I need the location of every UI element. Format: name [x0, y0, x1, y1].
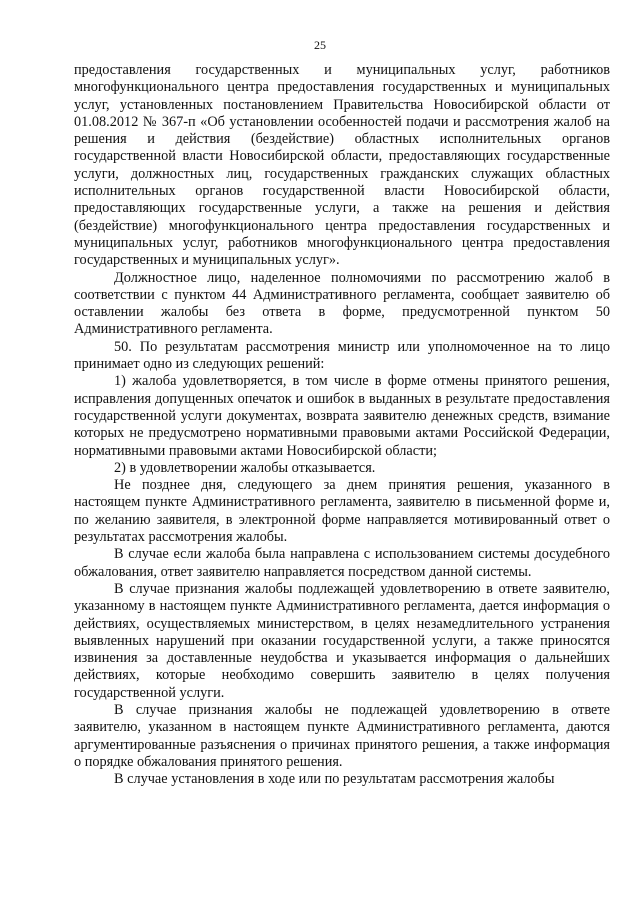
paragraph-official-notice: Должностное лицо, наделенное полномочиями по рассмотрению жалоб в соответствии с пунктом 44 Административного регламента, сообщает заявителю об оставлении жалобы без ответа в форме, предусмотренной пунктом 50 Административного регламента.: [74, 269, 610, 338]
paragraph-decision-2: 2) в удовлетворении жалобы отказывается.: [114, 459, 376, 476]
paragraph-complaint-rejected: В случае признания жалобы не подлежащей удовлетворению в ответе заявителю, указанном в настоящем пункте Административного регламента, даются аргументированные разъяснения о причинах принятого решения, а также информация о порядке обжалования принятого решения.: [74, 701, 610, 770]
paragraph-continuation: предоставления государственных и муниципальных услуг, работников многофункционального центра предоставления государственных и муниципальных услуг, установленных постановлением Правительства Новосибирской области от 01.08.2012 № 367-п «Об установлении особенностей подачи и рассмотрения жалоб на решения и действия (бездействие) областных исполнительных органов государственной власти Новосибирской области, предоставляющих государственные услуги, должностных лиц, государственных гражданских служащих областных исполнительных органов государственной власти Новосибирской области, предоставляющих государственные услуги, а также на решения и действия (бездействие) многофункционального центра предоставления государственных и муниципальных услуг, работников многофункционального центра предоставления государственных и муниципальных услуг».: [74, 62, 610, 269]
paragraph-electronic-system: В случае если жалоба была направлена с использованием системы досудебного обжалования, ответ заявителю направляется посредством данной системы.: [74, 546, 610, 580]
document-body: [74, 62, 610, 788]
paragraph-response-deadline: Не позднее дня, следующего за днем принятия решения, указанного в настоящем пункте Административного регламента, заявителю в письменной форме и, по желанию заявителя, в электронной форме направляется мотивированный ответ о результатах рассмотрения жалобы.: [74, 477, 610, 546]
page-number: 25: [314, 38, 326, 52]
paragraph-violation-found: В случае установления в ходе или по результатам рассмотрения жалобы: [114, 771, 555, 788]
paragraph-decision-1: 1) жалоба удовлетворяется, в том числе в форме отмены принятого решения, исправления допущенных опечаток и ошибок в выданных в результате предоставления государственной услуги документах, возврата заявителю денежных средств, взимание которых не предусмотрено нормативными правовыми актами Российской Федерации, нормативными правовыми актами Новосибирской области;: [74, 373, 610, 459]
paragraph-complaint-upheld: В случае признания жалобы подлежащей удовлетворению в ответе заявителю, указанному в настоящем пункте Административного регламента, дается информация о действиях, осуществляемых министерством, в целях незамедлительного устранения выявленных нарушений при оказании государственной услуги, а также приносятся извинения за доставленные неудобства и указывается информация о дальнейших действиях, которые необходимо совершить заявителю в целях получения государственной услуги.: [74, 580, 610, 701]
paragraph-clause-50: 50. По результатам рассмотрения министр или уполномоченное на то лицо принимает одно из следующих решений:: [74, 338, 610, 373]
